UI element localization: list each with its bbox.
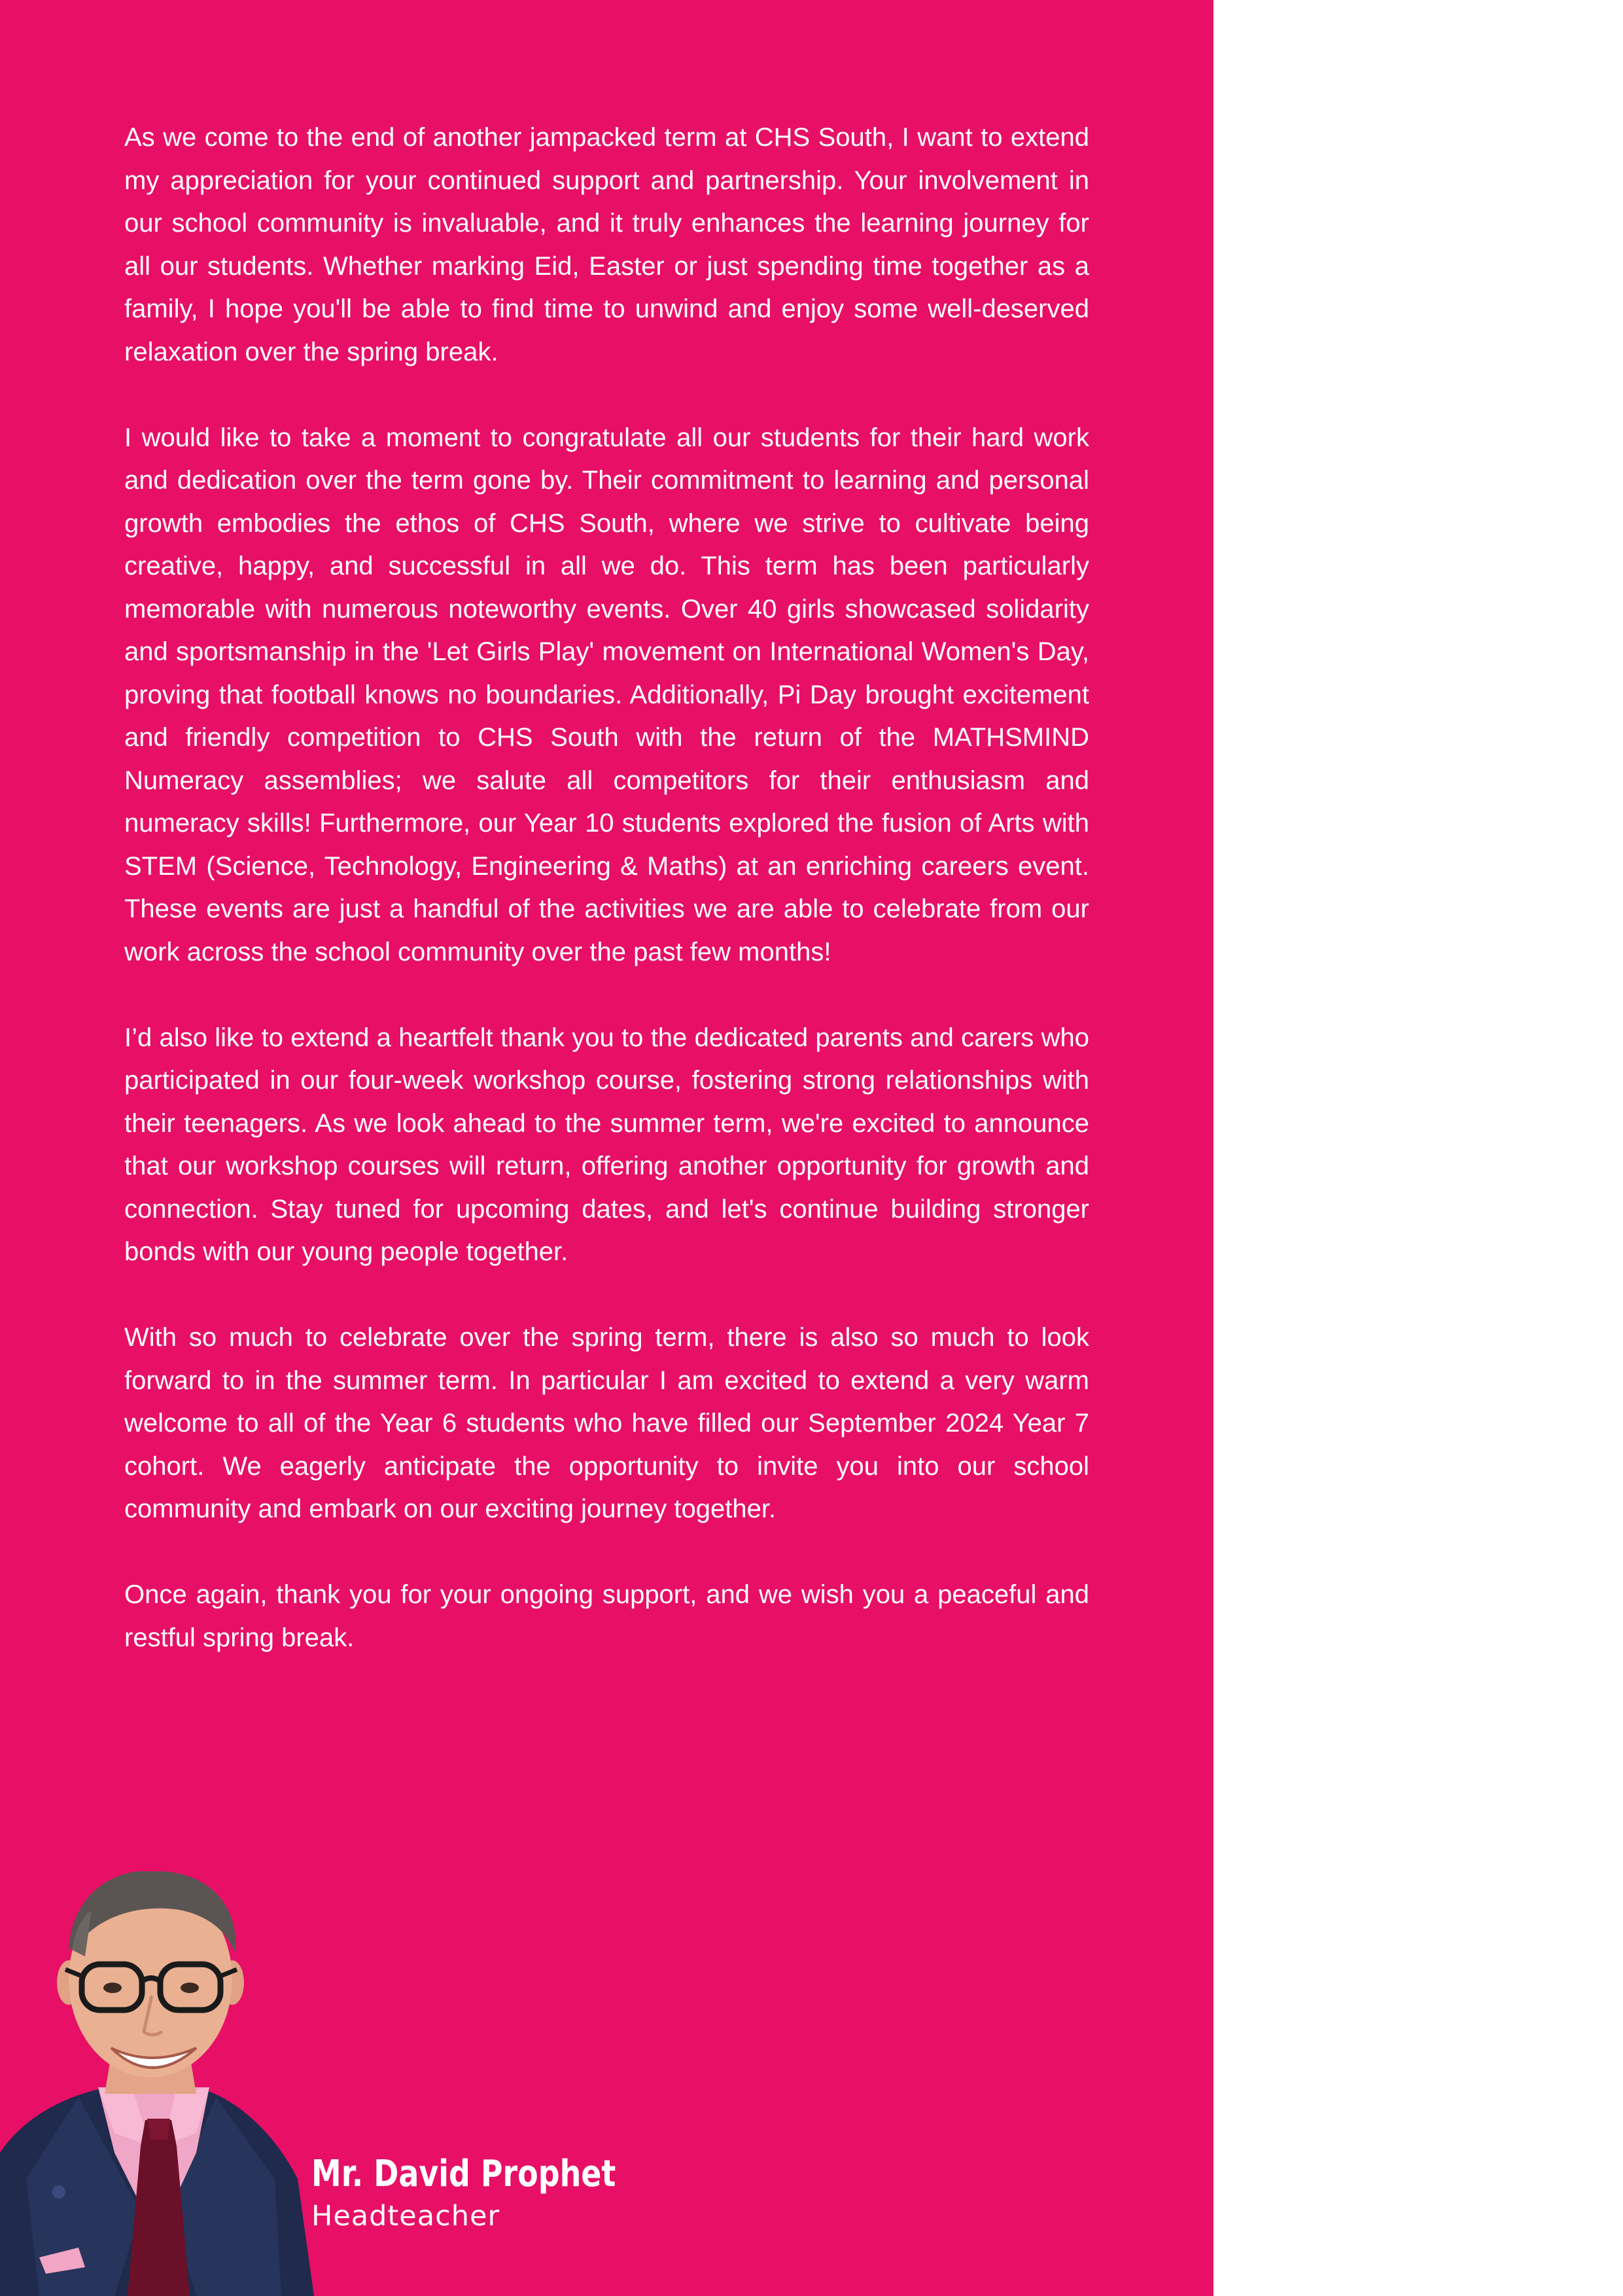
white-margin (1213, 0, 1623, 2296)
letter-body (124, 116, 1089, 1659)
signature-name: Mr. David Prophet (311, 2153, 616, 2195)
letter-paragraph-2: I would like to take a moment to congratulate all our students for their hard work and dedication over the term gone by. Their commitment to learning and personal growth embodies the ethos of CHS South, where we strive to cultivate being creative, happy, and successful in all we do. This term has been particularly memorable with numerous noteworthy events. Over 40 girls showcased solidarity and sportsmanship in the 'Let Girls Play' movement on International Women's Day, proving that football knows no boundaries. Additionally, Pi Day brought excitement and friendly competition to CHS South with the return of the MATHSMIND Numeracy assemblies; we salute all competitors for their enthusiasm and numeracy skills! Furthermore, our Year 10 students explored the fusion of Arts with STEM (Science, Technology, Engineering & Maths) at an enriching careers event. These events are just a handful of the activities we are able to celebrate from our work across the school community over the past few months! (124, 423, 1089, 966)
letter-paragraph-3: I’d also like to extend a heartfelt thank you to the dedicated parents and carers who participated in our four-week workshop course, fostering strong relationships with their teenagers. As we look ahead to the summer term, we're excited to announce that our workshop courses will return, offering another opportunity for growth and connection. Stay tuned for upcoming dates, and let's continue building stronger bonds with our young people together. (124, 1023, 1089, 1266)
headteacher-portrait (0, 1871, 314, 2296)
letter-paragraph-4: With so much to celebrate over the spring term, there is also so much to look forward to in the summer term. In particular I am excited to extend a very warm welcome to all of the Year 6 students who have filled our September 2024 Year 7 cohort. We eagerly anticipate the opportunity to invite you into our school community and embark on our exciting journey together. (124, 1323, 1089, 1523)
letter-paragraph-1: As we come to the end of another jampacked term at CHS South, I want to extend my appreciation for your continued support and partnership. Your involvement in our school community is invaluable, and it truly enhances the learning journey for all our students. Whether marking Eid, Easter or just spending time together as a family, I hope you'll be able to find time to unwind and enjoy some well-deserved relaxation over the spring break. (124, 123, 1089, 366)
signature-block (311, 2151, 683, 2235)
letter-paragraph-5: Once again, thank you for your ongoing support, and we wish you a peaceful and restful spring break. (124, 1580, 1089, 1652)
signature-role: Headteacher (311, 2200, 500, 2233)
